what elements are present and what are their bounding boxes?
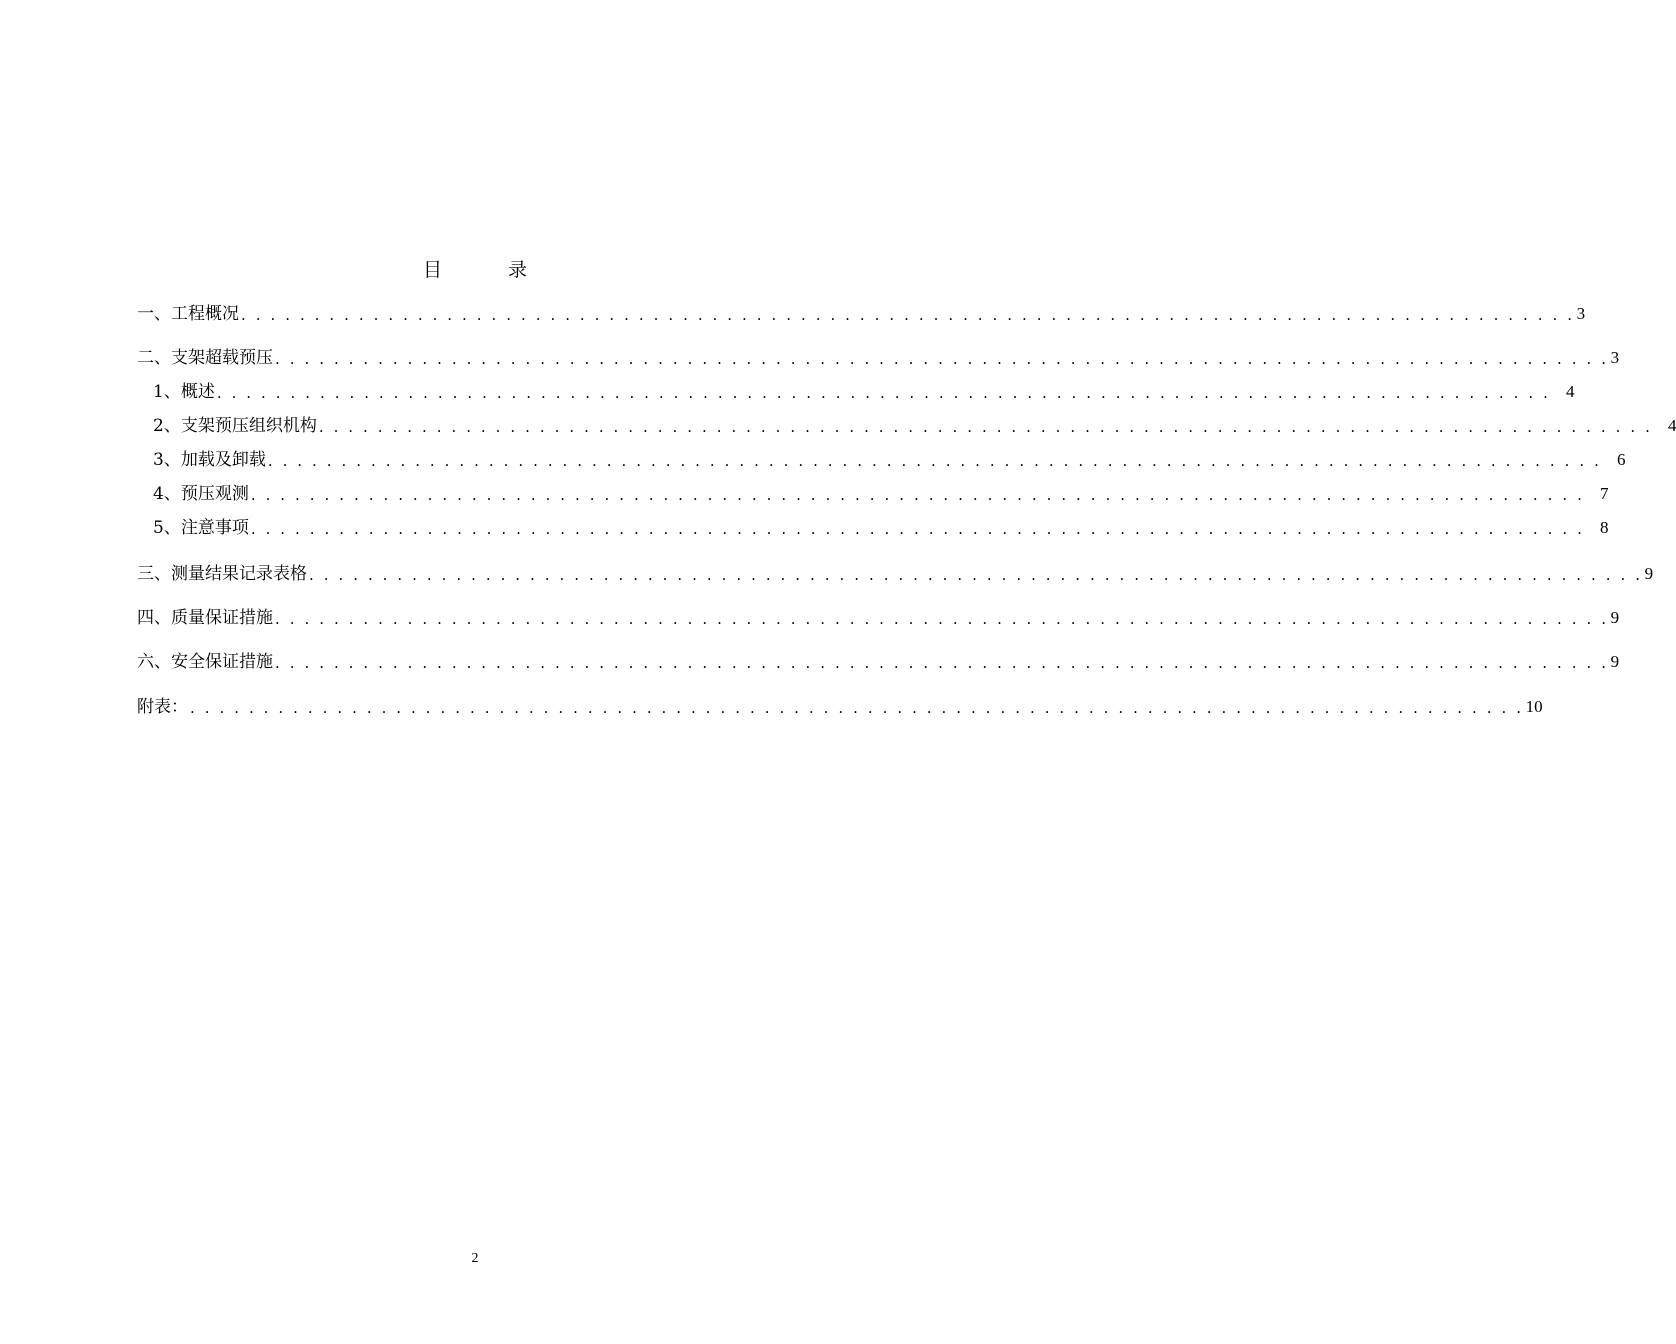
toc-entry-label: 二、支架超载预压 — [137, 348, 273, 368]
toc-entry-label: 附表： — [137, 697, 188, 717]
toc-dot-leader: . . . . . . . . . . . . . . . . . . . . . . . . . . . . . . . . . . . . . . . . . . . . . . . . . . . . . . . . . . . . . . . . . . . . . . . . . . . . . . . . . . . . . . . . . . . — [309, 566, 1643, 584]
toc-entry-page: 3 — [1610, 348, 1620, 367]
toc-dot-leader: . . . . . . . . . . . . . . . . . . . . . . . . . . . . . . . . . . . . . . . . . . . . . . . . . . . . . . . . . . . . . . . . . . . . . . . . . . . . . . . . . . . . . . . . . . . — [190, 699, 1524, 717]
toc-dot-leader: . . . . . . . . . . . . . . . . . . . . . . . . . . . . . . . . . . . . . . . . . . . . . . . . . . . . . . . . . . . . . . . . . . . . . . . . . . . . . . . . . . . . . . . . . . . — [267, 452, 1602, 470]
toc-entry-page: 9 — [1644, 564, 1654, 583]
toc-entry[interactable] — [153, 449, 1626, 471]
toc-entry-label: 3、加载及卸载 — [153, 450, 266, 470]
toc-entry-page: 4 — [1565, 382, 1575, 401]
toc-entry-label: 5、注意事项 — [153, 518, 249, 538]
toc-entry[interactable] — [137, 607, 1620, 629]
toc-entry[interactable] — [137, 563, 1654, 585]
toc-dot-leader: . . . . . . . . . . . . . . . . . . . . . . . . . . . . . . . . . . . . . . . . . . . . . . . . . . . . . . . . . . . . . . . . . . . . . . . . . . . . . . . . . . . . . . . . . . . — [216, 384, 1551, 402]
toc-entry-page: 10 — [1525, 697, 1543, 716]
toc-entry[interactable] — [137, 347, 1620, 369]
toc-entry-page: 3 — [1576, 304, 1586, 323]
toc-dot-leader: . . . . . . . . . . . . . . . . . . . . . . . . . . . . . . . . . . . . . . . . . . . . . . . . . . . . . . . . . . . . . . . . . . . . . . . . . . . . . . . . . . . . . . . . . . . — [250, 486, 1585, 504]
toc-dot-leader: . . . . . . . . . . . . . . . . . . . . . . . . . . . . . . . . . . . . . . . . . . . . . . . . . . . . . . . . . . . . . . . . . . . . . . . . . . . . . . . . . . . . . . . . . . . — [275, 610, 1609, 628]
toc-entry-label: 三、测量结果记录表格 — [137, 564, 307, 584]
toc-entry[interactable] — [153, 483, 1609, 505]
toc-entry-label: 1、概述 — [153, 382, 215, 402]
toc-entry[interactable] — [153, 415, 1676, 437]
toc-entry-page: 9 — [1610, 608, 1620, 627]
toc-entry-page: 8 — [1599, 518, 1609, 537]
toc-dot-leader: . . . . . . . . . . . . . . . . . . . . . . . . . . . . . . . . . . . . . . . . . . . . . . . . . . . . . . . . . . . . . . . . . . . . . . . . . . . . . . . . . . . . . . . . . . . — [250, 520, 1585, 538]
toc-entry-label: 一、工程概况 — [137, 304, 239, 324]
toc-entry-page: 7 — [1599, 484, 1609, 503]
toc-title: 目 录 — [422, 259, 558, 281]
toc-dot-leader: . . . . . . . . . . . . . . . . . . . . . . . . . . . . . . . . . . . . . . . . . . . . . . . . . . . . . . . . . . . . . . . . . . . . . . . . . . . . . . . . . . . . . . . . . . . — [275, 350, 1609, 368]
toc-entry-label: 四、质量保证措施 — [137, 608, 273, 628]
toc-entry-page: 4 — [1667, 416, 1676, 435]
toc-entry[interactable] — [137, 651, 1620, 673]
toc-entry-label: 4、预压观测 — [153, 484, 249, 504]
toc-entry-label: 2、支架预压组织机构 — [153, 416, 317, 436]
toc-entry[interactable] — [153, 517, 1609, 539]
toc-entry-page: 6 — [1616, 450, 1626, 469]
toc-entry-label: 六、安全保证措施 — [137, 652, 273, 672]
toc-entry[interactable] — [137, 303, 1586, 325]
toc-entry-page: 9 — [1610, 652, 1620, 671]
toc-entry[interactable] — [153, 381, 1575, 403]
toc-entry[interactable] — [137, 696, 1543, 718]
toc-dot-leader: . . . . . . . . . . . . . . . . . . . . . . . . . . . . . . . . . . . . . . . . . . . . . . . . . . . . . . . . . . . . . . . . . . . . . . . . . . . . . . . . . . . . . . . . . . . — [318, 418, 1653, 436]
toc-dot-leader: . . . . . . . . . . . . . . . . . . . . . . . . . . . . . . . . . . . . . . . . . . . . . . . . . . . . . . . . . . . . . . . . . . . . . . . . . . . . . . . . . . . . . . . . . . . — [275, 654, 1609, 672]
toc-dot-leader: . . . . . . . . . . . . . . . . . . . . . . . . . . . . . . . . . . . . . . . . . . . . . . . . . . . . . . . . . . . . . . . . . . . . . . . . . . . . . . . . . . . . . . . . . . . — [241, 306, 1575, 324]
page-number: 2 — [471, 1251, 479, 1266]
